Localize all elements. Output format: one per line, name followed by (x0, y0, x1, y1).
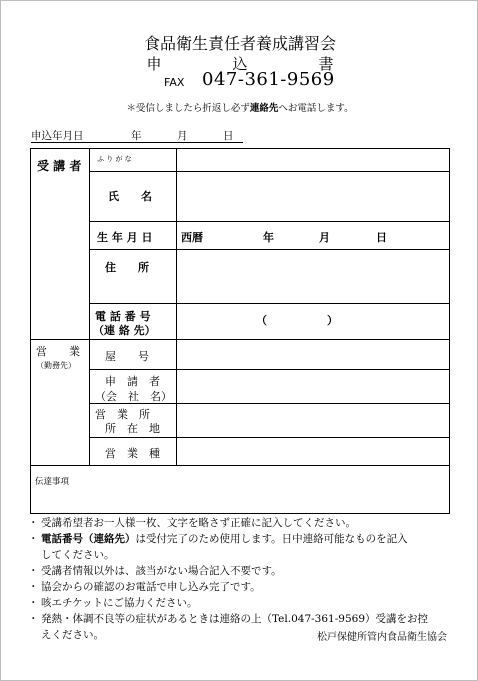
name-input[interactable] (177, 172, 449, 220)
application-date-year: 年 (131, 130, 142, 142)
phone-sub-label: （連 絡 先） (93, 324, 156, 337)
list-item: ・ 電話番号（連絡先）は受付完了のため使用します。日中連絡可能なものを記入 してください。 (31, 531, 451, 563)
application-date-field[interactable] (31, 128, 243, 143)
name-label: 氏 名 (108, 190, 152, 203)
remarks-label: 伝達事項 (35, 477, 70, 487)
form-subtitle: 申 込 書 (146, 55, 362, 73)
phone-paren-close: ） (327, 314, 338, 327)
application-date-month: 月 (177, 130, 188, 142)
list-item: ・ 発熱・体調不良等の症状があるときは連絡の上（Tel.047-361-9569）受講をお控 えください。 (31, 611, 451, 643)
birthdate-day: 日 (376, 231, 387, 244)
furigana-input[interactable] (177, 150, 449, 170)
business-type-input[interactable] (177, 438, 449, 464)
applicant-label: 申 請 者 (105, 375, 160, 388)
applicant-input[interactable] (177, 370, 449, 402)
list-item: ・ 受講者情報以外は、該当がない場合記入不要です。 (31, 563, 451, 579)
grid-line (89, 221, 450, 222)
callback-note: ＊受信しましたら折返し必ず連絡先へお電話します。 (126, 103, 354, 114)
fax-number: 047-361-9569 (202, 69, 335, 90)
application-date-day: 日 (223, 130, 234, 142)
list-item: ・ 咳エチケットにご協力ください。 (31, 595, 451, 611)
birthdate-month: 月 (319, 231, 330, 244)
birthdate-year: 年 (263, 231, 274, 244)
business-location-label: 営 業 所 (95, 408, 150, 421)
applicant-sub-label: （会 社 名） (95, 390, 172, 403)
birthdate-label: 生 年 月 日 (97, 231, 153, 244)
phone-label: 電 話 番 号 (95, 310, 151, 323)
list-item: ・ 受講希望者お一人様一枚、文字を略さず正確に記入してください。 (31, 515, 451, 531)
application-table (30, 148, 450, 514)
fax-label: FAX (164, 76, 185, 89)
phone-input[interactable] (177, 304, 449, 338)
business-location-sub: 所 在 地 (105, 422, 160, 435)
shop-name-input[interactable] (177, 340, 449, 368)
business-section-label: 営 業 (36, 345, 80, 358)
business-section-sub: （勤務先） (36, 361, 76, 370)
application-date-label: 申込年月日 (31, 130, 84, 142)
instructions-list (31, 515, 451, 643)
shop-name-label: 屋 号 (105, 350, 149, 363)
birthdate-era: 西暦 (181, 231, 203, 244)
attendee-section-label: 受 講 者 (37, 159, 82, 173)
address-label: 住 所 (105, 261, 149, 274)
form-title: 食品衛生責任者養成講習会 (143, 34, 336, 53)
business-type-label: 営 業 種 (105, 447, 160, 460)
phone-paren-open: （ (256, 314, 267, 327)
address-input[interactable] (177, 250, 449, 302)
business-location-input[interactable] (177, 404, 449, 436)
association-name: 松戸保健所管内食品衛生協会 (317, 632, 447, 643)
remarks-input[interactable] (91, 466, 449, 513)
furigana-label: ふ り が な (97, 155, 132, 163)
grid-line (89, 149, 90, 465)
list-item: ・ 協会からの確認のお電話で申し込み完了です。 (31, 579, 451, 595)
